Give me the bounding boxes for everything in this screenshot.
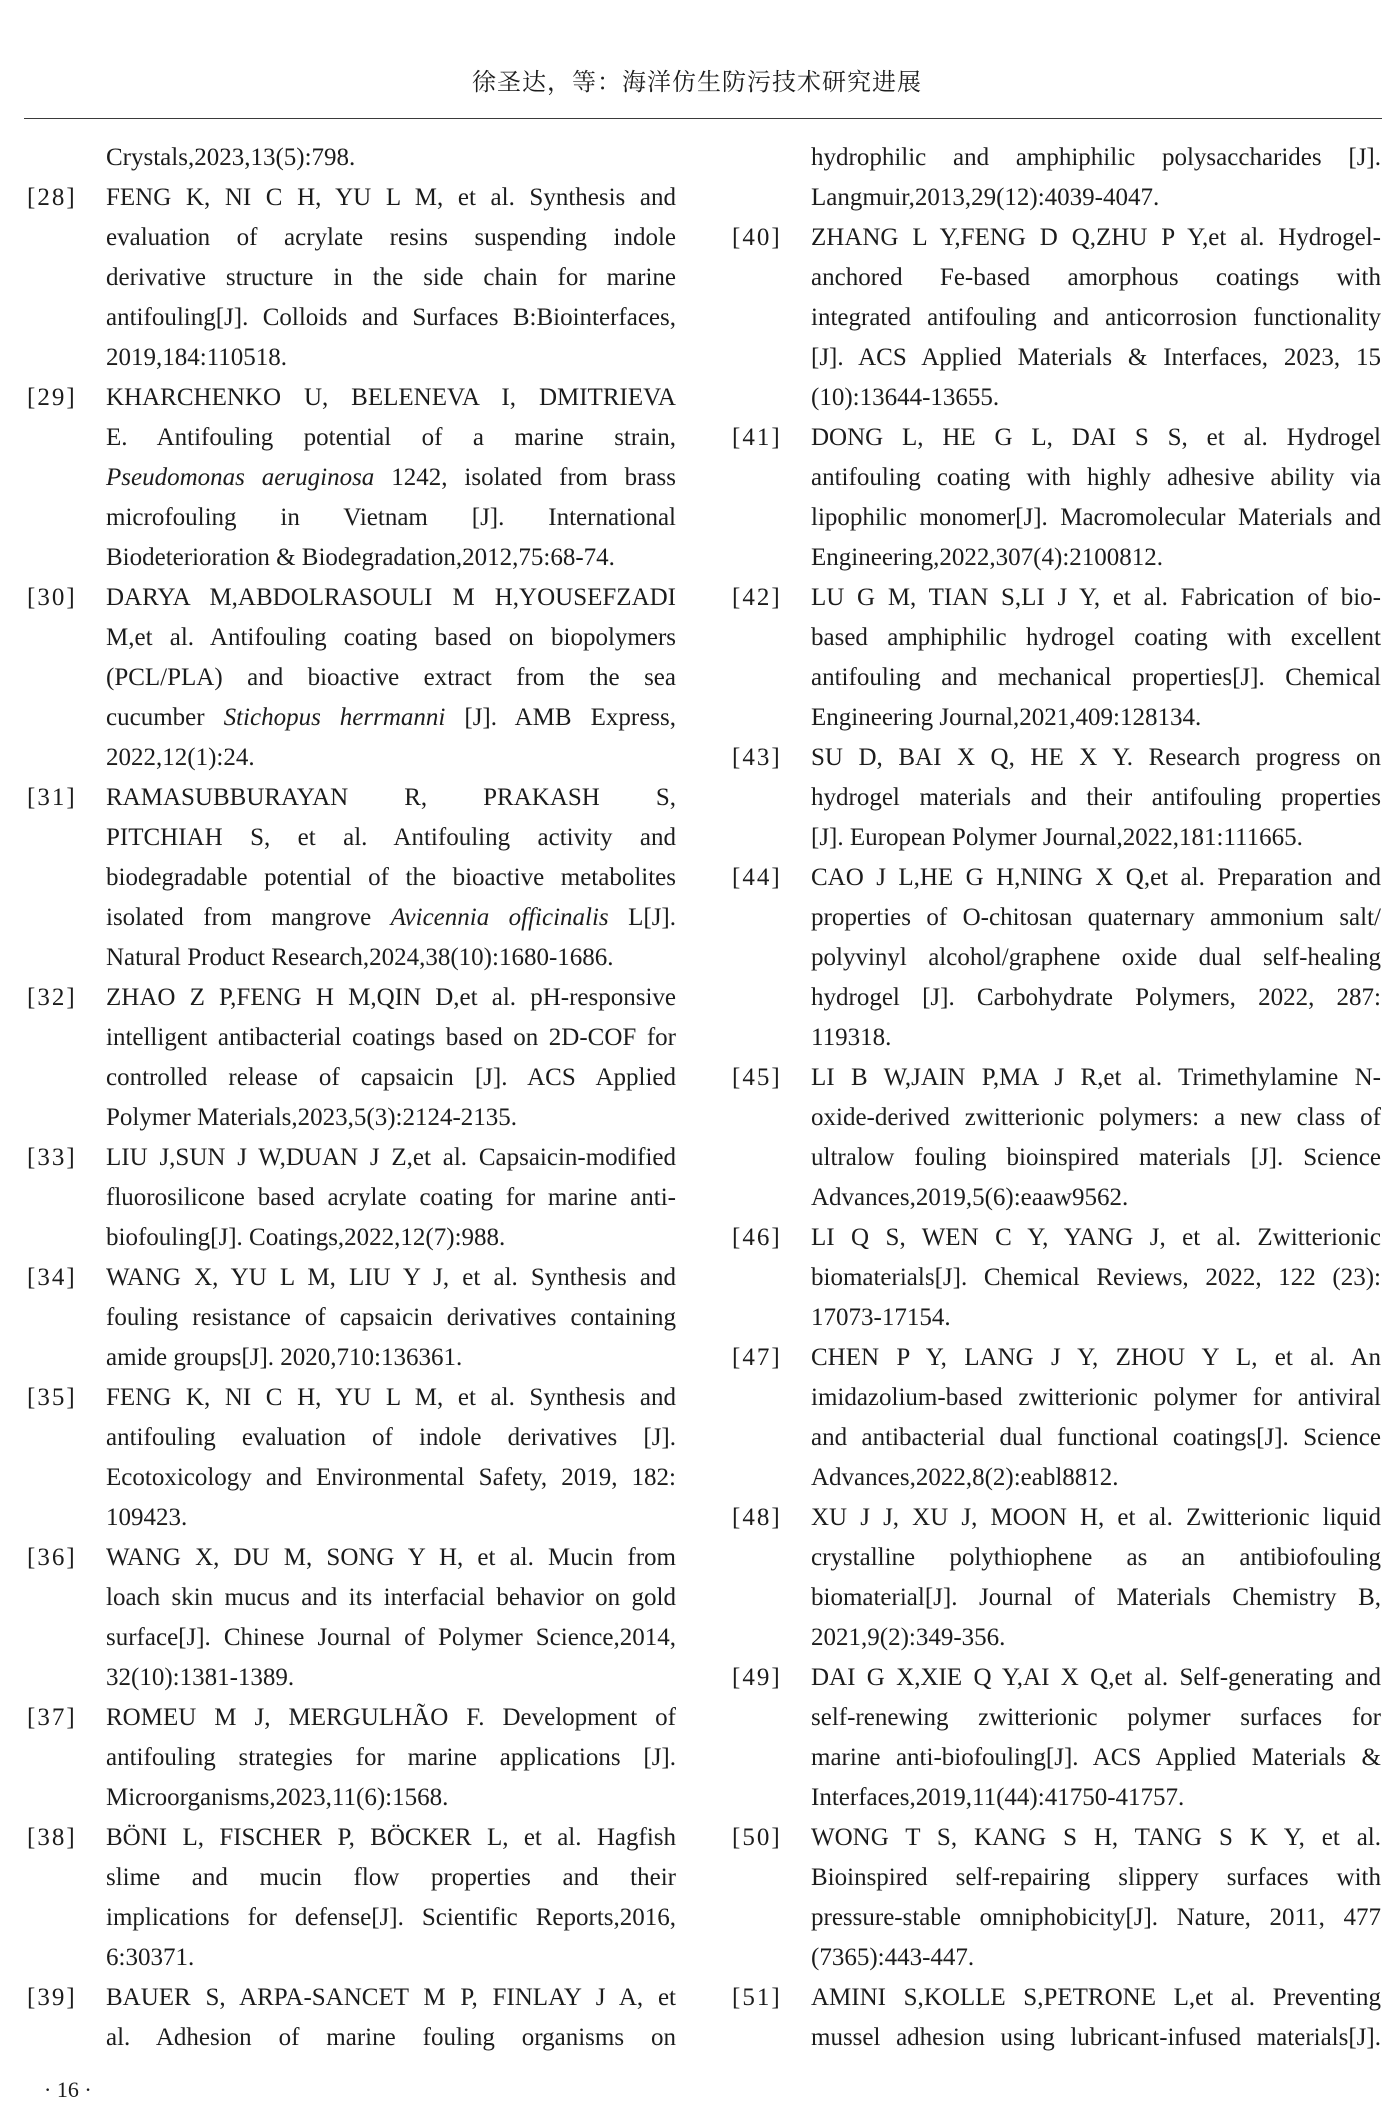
reference-line: 2019,184:110518. xyxy=(106,344,288,371)
reference-number: [42] xyxy=(732,584,782,611)
reference-line: integrated antifouling and anticorrosion functionality xyxy=(811,304,1381,331)
reference-line: Polymer Materials,2023,5(3):2124-2135. xyxy=(106,1104,518,1131)
reference-line: M,et al. Antifouling coating based on biopolymers xyxy=(106,624,676,651)
reference-line: biomaterial[J]. Journal of Materials Chemistry B, xyxy=(811,1584,1381,1611)
reference-line: Interfaces,2019,11(44):41750-41757. xyxy=(811,1784,1185,1811)
reference-line: oxide-derived zwitterionic polymers: a new class of xyxy=(811,1104,1381,1131)
reference-line: CAO J L,HE G H,NING X Q,et al. Preparation and xyxy=(811,864,1381,891)
reference-line: BAUER S, ARPA-SANCET M P, FINLAY J A, et xyxy=(106,1984,676,2011)
reference-entry xyxy=(732,218,1381,418)
reference-line: antifouling[J]. Colloids and Surfaces B:Biointerfaces, xyxy=(106,304,676,331)
reference-line: LIU J,SUN J W,DUAN J Z,et al. Capsaicin-modified xyxy=(106,1144,676,1171)
reference-number: [43] xyxy=(732,744,782,771)
reference-number: [36] xyxy=(27,1544,77,1571)
reference-number: [49] xyxy=(732,1664,782,1691)
reference-number: [34] xyxy=(27,1264,77,1291)
reference-line: ZHAO Z P,FENG H M,QIN D,et al. pH-responsive xyxy=(106,984,676,1011)
reference-line: hydrogel [J]. Carbohydrate Polymers, 2022, 287: xyxy=(811,984,1381,1011)
reference-entry xyxy=(27,1538,676,1698)
reference-line: biodegradable potential of the bioactive metabolites xyxy=(106,864,676,891)
reference-entry xyxy=(27,1378,676,1538)
reference-line: amide groups[J]. 2020,710:136361. xyxy=(106,1344,463,1371)
reference-line: Engineering Journal,2021,409:128134. xyxy=(811,704,1202,731)
species-name: Pseudomonas aeruginosa xyxy=(106,464,375,491)
reference-line: (10):13644-13655. xyxy=(811,384,1000,411)
reference-line: Ecotoxicology and Environmental Safety, 2019, 182: xyxy=(106,1464,676,1491)
reference-line: 109423. xyxy=(106,1504,188,1531)
reference-line: FENG K, NI C H, YU L M, et al. Synthesis and xyxy=(106,1384,676,1411)
reference-line: (PCL/PLA) and bioactive extract from the sea xyxy=(106,664,676,691)
reference-line: biomaterials[J]. Chemical Reviews, 2022, 122 (23): xyxy=(811,1264,1381,1291)
reference-line: AMINI S,KOLLE S,PETRONE L,et al. Preventing xyxy=(811,1984,1381,2011)
reference-line: hydrogel materials and their antifouling properties xyxy=(811,784,1381,811)
reference-line: WANG X, DU M, SONG Y H, et al. Mucin from xyxy=(106,1544,676,1571)
reference-line: mussel adhesion using lubricant-infused materials[J]. xyxy=(811,2024,1381,2051)
reference-line: antifouling coating with highly adhesive ability via xyxy=(811,464,1381,491)
reference-entry xyxy=(27,778,676,978)
reference-line: KHARCHENKO U, BELENEVA I, DMITRIEVA xyxy=(106,384,676,411)
reference-number: [33] xyxy=(27,1144,77,1171)
reference-line: loach skin mucus and its interfacial behavior on gold xyxy=(106,1584,676,1611)
reference-entry xyxy=(27,1258,676,1378)
reference-line: Advances,2022,8(2):eabl8812. xyxy=(811,1464,1119,1491)
reference-line: evaluation of acrylate resins suspending indole xyxy=(106,224,676,251)
reference-text: 1242, isolated from brass xyxy=(374,464,676,491)
reference-line: WONG T S, KANG S H, TANG S K Y, et al. xyxy=(811,1824,1381,1851)
reference-entry xyxy=(732,1498,1381,1658)
reference-line: fluorosilicone based acrylate coating for marine anti- xyxy=(106,1184,676,1211)
reference-text: cucumber xyxy=(106,704,224,731)
reference-line: 6:30371. xyxy=(106,1944,195,1971)
reference-line: 2021,9(2):349-356. xyxy=(811,1624,1006,1651)
reference-number: [48] xyxy=(732,1504,782,1531)
reference-entry xyxy=(732,1818,1381,1978)
reference-entry xyxy=(732,1218,1381,1338)
reference-entry xyxy=(27,578,676,778)
reference-line: LU G M, TIAN S,LI J Y, et al. Fabrication of bio- xyxy=(811,584,1381,611)
reference-line: LI Q S, WEN C Y, YANG J, et al. Zwitterionic xyxy=(811,1224,1381,1251)
reference-line: Microorganisms,2023,11(6):1568. xyxy=(106,1784,449,1811)
reference-line: DONG L, HE G L, DAI S S, et al. Hydrogel xyxy=(811,424,1381,451)
reference-entry xyxy=(27,178,676,378)
reference-number: [47] xyxy=(732,1344,782,1371)
reference-line: XU J J, XU J, MOON H, et al. Zwitterionic liquid xyxy=(811,1504,1381,1531)
reference-line: BÖNI L, FISCHER P, BÖCKER L, et al. Hagfish xyxy=(106,1824,676,1851)
reference-number: [30] xyxy=(27,584,77,611)
reference-number: [51] xyxy=(732,1984,782,2011)
reference-line: antifouling evaluation of indole derivatives [J]. xyxy=(106,1424,676,1451)
reference-line: Crystals,2023,13(5):798. xyxy=(106,144,356,171)
reference-line: hydrophilic and amphiphilic polysaccharides [J]. xyxy=(811,144,1381,171)
reference-number: [46] xyxy=(732,1224,782,1251)
running-header: 徐圣达，等：海洋仿生防污技术研究进展 xyxy=(472,68,922,96)
reference-entry xyxy=(27,1978,676,2058)
reference-line: Langmuir,2013,29(12):4039-4047. xyxy=(811,184,1160,211)
reference-entry xyxy=(732,578,1381,738)
reference-text: isolated from mangrove xyxy=(106,904,391,931)
page-number: · 16 · xyxy=(44,2077,92,2102)
reference-line: ultralow fouling bioinspired materials [J]. Science xyxy=(811,1144,1381,1171)
reference-entry xyxy=(732,1658,1381,1818)
reference-line: anchored Fe-based amorphous coatings with xyxy=(811,264,1381,291)
reference-entry xyxy=(732,738,1381,858)
reference-line: crystalline polythiophene as an antibiofouling xyxy=(811,1544,1381,1571)
reference-line: [J]. European Polymer Journal,2022,181:111665. xyxy=(811,824,1303,851)
reference-number: [28] xyxy=(27,184,77,211)
reference-line: ROMEU M J, MERGULHÃO F. Development of xyxy=(106,1704,676,1731)
reference-line: FENG K, NI C H, YU L M, et al. Synthesis and xyxy=(106,184,676,211)
reference-entry xyxy=(732,1058,1381,1218)
species-name: Avicennia officinalis xyxy=(390,904,609,931)
reference-line: WANG X, YU L M, LIU Y J, et al. Synthesis and xyxy=(106,1264,676,1291)
reference-entry xyxy=(27,1818,676,1978)
reference-entry xyxy=(732,858,1381,1058)
reference-line: ZHANG L Y,FENG D Q,ZHU P Y,et al. Hydrogel- xyxy=(811,224,1381,251)
reference-line: biofouling[J]. Coatings,2022,12(7):988. xyxy=(106,1224,506,1251)
reference-line: pressure-stable omniphobicity[J]. Nature, 2011, 477 xyxy=(811,1904,1381,1931)
reference-line: E. Antifouling potential of a marine strain, xyxy=(106,424,676,451)
reference-entry xyxy=(27,1698,676,1818)
reference-line: based amphiphilic hydrogel coating with excellent xyxy=(811,624,1381,651)
reference-line: and antibacterial dual functional coatings[J]. Science xyxy=(811,1424,1381,1451)
reference-line: (7365):443-447. xyxy=(811,1944,975,1971)
reference-line: surface[J]. Chinese Journal of Polymer Science,2014, xyxy=(106,1624,676,1651)
species-name: Stichopus herrmanni xyxy=(223,704,446,731)
reference-line: intelligent antibacterial coatings based on 2D-COF for xyxy=(106,1024,676,1051)
reference-continuation xyxy=(732,138,1381,218)
reference-entry xyxy=(732,1978,1381,2058)
reference-line: controlled release of capsaicin [J]. ACS Applied xyxy=(106,1064,676,1091)
reference-line: properties of O-chitosan quaternary ammonium salt/ xyxy=(811,904,1381,931)
reference-line: Natural Product Research,2024,38(10):1680-1686. xyxy=(106,944,614,971)
reference-line: microfouling in Vietnam [J]. International xyxy=(106,504,676,531)
reference-column-right xyxy=(732,138,1381,2058)
reference-line: fouling resistance of capsaicin derivatives containing xyxy=(106,1304,676,1331)
reference-line: marine anti-biofouling[J]. ACS Applied Materials & xyxy=(811,1744,1381,1771)
reference-number: [50] xyxy=(732,1824,782,1851)
reference-line: CHEN P Y, LANG J Y, ZHOU Y L, et al. An xyxy=(811,1344,1381,1371)
reference-line: PITCHIAH S, et al. Antifouling activity and xyxy=(106,824,676,851)
reference-number: [39] xyxy=(27,1984,77,2011)
reference-line xyxy=(106,458,676,498)
reference-line: 119318. xyxy=(811,1024,892,1051)
reference-continuation xyxy=(27,138,676,178)
reference-line: lipophilic monomer[J]. Macromolecular Materials and xyxy=(811,504,1381,531)
reference-number: [45] xyxy=(732,1064,782,1091)
reference-line: [J]. ACS Applied Materials & Interfaces, 2023, 15 xyxy=(811,344,1381,371)
reference-entry xyxy=(732,418,1381,578)
reference-line: Advances,2019,5(6):eaaw9562. xyxy=(811,1184,1129,1211)
reference-line: Biodeterioration & Biodegradation,2012,75:68-74. xyxy=(106,544,615,571)
reference-line: derivative structure in the side chain for marine xyxy=(106,264,676,291)
reference-line: 2022,12(1):24. xyxy=(106,744,255,771)
reference-number: [40] xyxy=(732,224,782,251)
reference-line: antifouling strategies for marine applications [J]. xyxy=(106,1744,676,1771)
reference-line xyxy=(106,898,676,938)
reference-number: [35] xyxy=(27,1384,77,1411)
reference-number: [41] xyxy=(732,424,782,451)
reference-line: DARYA M,ABDOLRASOULI M H,YOUSEFZADI xyxy=(106,584,676,611)
reference-number: [44] xyxy=(732,864,782,891)
reference-line: 17073-17154. xyxy=(811,1304,951,1331)
reference-entry xyxy=(732,1338,1381,1498)
reference-line: RAMASUBBURAYAN R, PRAKASH S, xyxy=(106,784,676,811)
reference-column-left xyxy=(27,138,676,2058)
reference-line: 32(10):1381-1389. xyxy=(106,1664,295,1691)
reference-entry xyxy=(27,978,676,1138)
reference-number: [37] xyxy=(27,1704,77,1731)
header-rule xyxy=(24,118,1382,119)
reference-line: implications for defense[J]. Scientific Reports,2016, xyxy=(106,1904,676,1931)
reference-line: polyvinyl alcohol/graphene oxide dual self-healing xyxy=(811,944,1381,971)
reference-entry xyxy=(27,378,676,578)
reference-line: DAI G X,XIE Q Y,AI X Q,et al. Self-generating and xyxy=(811,1664,1381,1691)
reference-line xyxy=(106,698,676,738)
reference-text: [J]. AMB Express, xyxy=(445,704,676,731)
reference-line: antifouling and mechanical properties[J]. Chemical xyxy=(811,664,1381,691)
reference-line: self-renewing zwitterionic polymer surfaces for xyxy=(811,1704,1381,1731)
reference-line: LI B W,JAIN P,MA J R,et al. Trimethylamine N- xyxy=(811,1064,1381,1091)
reference-text: L[J]. xyxy=(608,904,676,931)
reference-line: Bioinspired self-repairing slippery surfaces with xyxy=(811,1864,1381,1891)
reference-number: [29] xyxy=(27,384,77,411)
reference-line: imidazolium-based zwitterionic polymer for antiviral xyxy=(811,1384,1381,1411)
reference-line: slime and mucin flow properties and their xyxy=(106,1864,676,1891)
reference-number: [38] xyxy=(27,1824,77,1851)
reference-entry xyxy=(27,1138,676,1258)
reference-number: [32] xyxy=(27,984,77,1011)
reference-line: al. Adhesion of marine fouling organisms on xyxy=(106,2024,676,2051)
reference-number: [31] xyxy=(27,784,77,811)
reference-line: Engineering,2022,307(4):2100812. xyxy=(811,544,1164,571)
reference-line: SU D, BAI X Q, HE X Y. Research progress on xyxy=(811,744,1381,771)
